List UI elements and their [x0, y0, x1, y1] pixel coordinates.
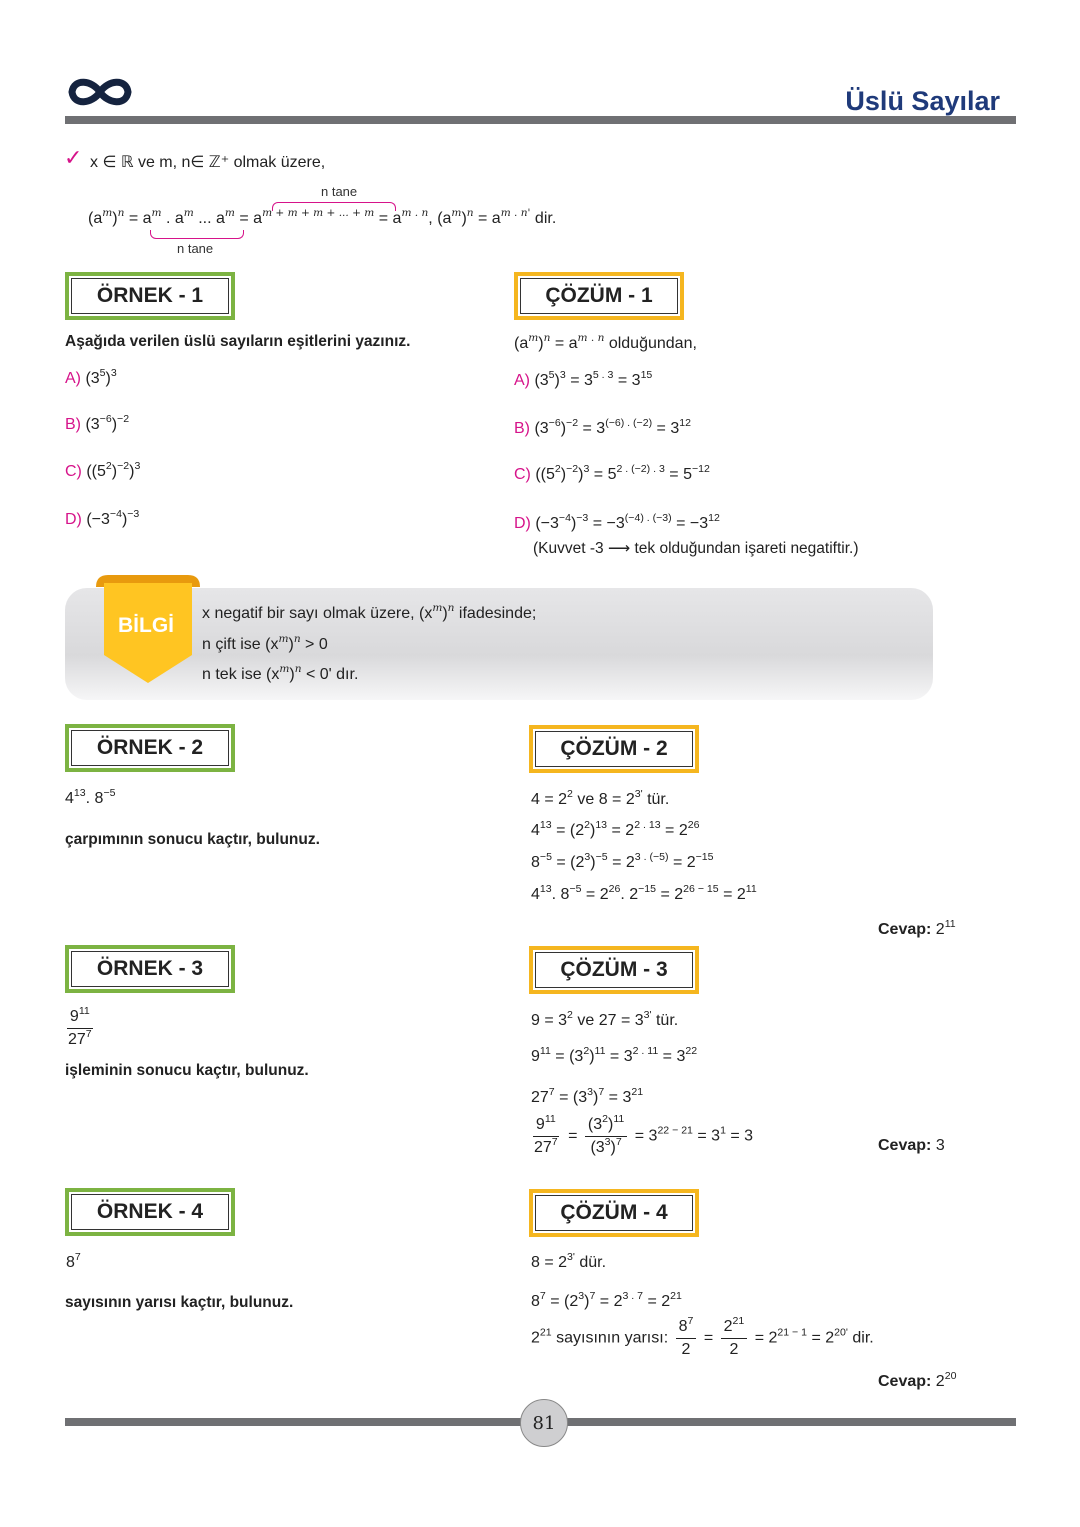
ornek1-option-b: B) $(3^{-6})^{-2}$: [65, 413, 130, 433]
ornek1-option-d: D) $(-3^{-4})^{-3}$: [65, 508, 140, 528]
cozum1-intro: $(a^m)^n = a^{m . n}$ olduğundan,: [514, 332, 697, 352]
logo: [66, 72, 134, 112]
ornek3-label: ÖRNEK - 3: [71, 951, 229, 987]
cozum4-answer: Cevap: $2^{20}$: [878, 1370, 957, 1390]
ornek3-fraction: $\frac{9^{11}}{27^7}$: [68, 1005, 92, 1048]
ornek1-label: ÖRNEK - 1: [71, 278, 229, 314]
cozum1-d: D) $(-3^{-4})^{-3} = -3^{(-4) . (-3)} = -3^{12}$: [514, 512, 720, 532]
n-tane-bottom: n tane: [177, 241, 214, 256]
cozum1-c: C) $((5^2)^{-2})^3 = 5^{2 . (-2) . 3} = 5^{-12}$: [514, 463, 710, 483]
cozum4-line1: $8 = 2^{3'}$ dür.: [531, 1251, 607, 1271]
cozum2-line3: $8^{-5} = (2^3)^{-5} = 2^{3 . (-5)} = 2^{-15}$: [531, 851, 714, 871]
cozum3-line2: $9^{11} = (3^2)^{11} = 3^{2 . 11} = 3^{22}$: [531, 1045, 698, 1065]
bottom-brace: [150, 230, 244, 239]
ornek4-expression: $8^7$: [66, 1251, 81, 1271]
bilgi-line2: n çift ise $(x^m)^n > 0$: [202, 633, 328, 653]
cozum2-label: ÇÖZÜM - 2: [535, 731, 693, 767]
bilgi-line3: n tek ise $(x^m)^n < 0'$ dır.: [202, 663, 359, 683]
ornek3-question: işleminin sonucu kaçtır, bulunuz.: [65, 1062, 309, 1079]
ornek4-label: ÖRNEK - 4: [71, 1194, 229, 1230]
page-number-circle: [520, 1399, 568, 1447]
ornek1-option-a: A) $(3^5)^3$: [65, 367, 117, 387]
n-tane-top: n tane: [321, 184, 358, 199]
cozum1-note: (Kuvvet -3 ⟶ tek olduğundan işareti negatiftir.): [533, 540, 859, 557]
cozum2-answer: Cevap: $2^{11}$: [878, 918, 956, 938]
cozum1-a: A) $(3^5)^3 = 3^{5 . 3} = 3^{15}$: [514, 369, 653, 389]
cozum4-line2: $8^7 = (2^3)^7 = 2^{3 . 7} = 2^{21}$: [531, 1290, 682, 1310]
ornek2-expression: $4^{13}$. $8^{-5}$: [65, 787, 116, 807]
ornek2-question: çarpımının sonucu kaçtır, bulunuz.: [65, 831, 320, 848]
intro-dir: dir.: [534, 210, 557, 227]
cozum4-label-box: [529, 1189, 699, 1237]
cozum2-line1: $4 = 2^2$ ve $8 = 2^{3'}$ tür.: [531, 788, 670, 808]
ornek4-label-box: [65, 1188, 235, 1236]
page-number: 81: [532, 1412, 556, 1434]
infinity-icon: [66, 72, 134, 112]
intro-formula: $(a^m)^n = a^m$ . $a^m$ ... $a^m = a^{m + m + m + ... + m} = a^{m . n}$, $(a^m)^n = a^{m . n'}$ dir.: [88, 207, 557, 227]
checkmark-icon: ✓: [64, 145, 83, 170]
cozum4-label: ÇÖZÜM - 4: [535, 1195, 693, 1231]
bilgi-line1: x negatif bir sayı olmak üzere, $(x^m)^n$ ifadesinde;: [202, 602, 537, 622]
cozum3-line4: $\frac{9^{11}}{27^7}$ = $\frac{(3^2)^{11}}{(3^3)^7}$ = $3^{22 - 21} = 3^1 = 3$: [534, 1113, 754, 1156]
ornek3-label-box: [65, 945, 235, 993]
page-title: Üslü Sayılar: [845, 86, 1000, 116]
cozum2-label-box: [529, 725, 699, 773]
intro-condition: x ∈ ℝ ve m, n∈ ℤ⁺ olmak üzere,: [90, 154, 326, 171]
cozum1-label-box: [514, 272, 684, 320]
ornek1-label-box: [65, 272, 235, 320]
cozum1-label: ÇÖZÜM - 1: [520, 278, 678, 314]
bilgi-badge-label: BİLGİ: [118, 614, 174, 637]
ornek1-option-c: C) $((5^2)^{-2})^3$: [65, 460, 141, 480]
ornek2-label: ÖRNEK - 2: [71, 730, 229, 766]
cozum3-line1: $9 = 3^2$ ve $27 = 3^{3'}$ tür.: [531, 1009, 679, 1029]
cozum3-answer: Cevap: 3: [878, 1137, 945, 1154]
cozum3-label: ÇÖZÜM - 3: [535, 952, 693, 988]
cozum2-line2: $4^{13} = (2^2)^{13} = 2^{2 . 13} = 2^{26}$: [531, 819, 700, 839]
header-rule: [65, 116, 1016, 124]
cozum3-label-box: [529, 946, 699, 994]
cozum4-line3: $2^{21}$ sayısının yarısı: $\frac{8^7}{2}$ = $\frac{2^{21}}{2}$ = $2^{21 - 1} = 2^{20'}$ dir.: [531, 1315, 874, 1358]
ornek2-label-box: [65, 724, 235, 772]
ornek1-prompt: Aşağıda verilen üslü sayıların eşitlerini yazınız.: [65, 333, 411, 350]
cozum2-line4: $4^{13}$. $8^{-5} = 2^{26}$. $2^{-15} = 2^{26 - 15} = 2^{11}$: [531, 883, 757, 903]
cozum3-line3: $27^7 = (3^3)^7 = 3^{21}$: [531, 1086, 644, 1106]
ornek4-question: sayısının yarısı kaçtır, bulunuz.: [65, 1294, 294, 1311]
cozum1-b: B) $(3^{-6})^{-2} = 3^{(-6) . (-2)} = 3^{12}$: [514, 417, 691, 437]
